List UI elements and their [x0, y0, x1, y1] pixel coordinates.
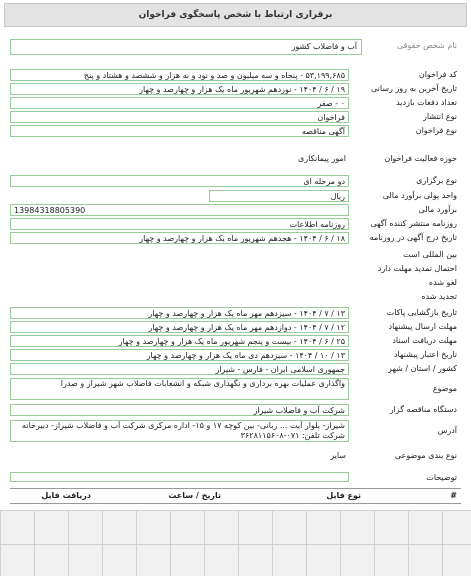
field-value: ۱۳ / ۱۰ / ۱۴۰۴ - سیزدهم دی ماه یک هزار و چهارصد و چهار [10, 349, 349, 361]
field-row [10, 321, 461, 333]
files-col-type: نوع فایل [326, 491, 361, 500]
field-row [10, 153, 461, 167]
field-row [10, 449, 461, 463]
field-value: ۲۵ / ۶ / ۱۴۰۴ - بیست و پنجم شهریور ماه یک هزار و چهارصد و چهار [10, 335, 349, 347]
person-type-label: نام شخص حقوقی [397, 41, 457, 50]
field-value [10, 472, 349, 482]
field-value: ۱۳ / ۷ / ۱۴۰۴ - سیزدهم مهر ماه یک هزار و چهارصد و چهار [10, 307, 349, 319]
field-row [10, 232, 461, 244]
field-value: شیراز- بلوار آیت ... ربانی- بین کوچه ۱۷ و ۱۵- اداره مرکزی شرکت آب و فاضلاب شیراز- دبیرخانه شرکت تلفن: ۰۷۱-۳۶۲۸۱۱۵۶۰۸ [10, 420, 349, 442]
field-label: نوع برگزاری [416, 176, 457, 185]
field-value: ریال [209, 190, 349, 202]
field-row [10, 291, 461, 303]
field-row [10, 263, 461, 275]
field-label: لغو شده [428, 278, 457, 287]
field-label: حوزه فعالیت فراخوان [384, 154, 457, 163]
field-label: برآورد مالی [418, 205, 457, 214]
files-col-download: دریافت فایل [41, 491, 91, 500]
field-value: ۱۸ / ۶ / ۱۴۰۴ - هجدهم شهریور ماه یک هزار و چهارصد و چهار [10, 232, 349, 244]
field-label: مهلت ارسال پیشنهاد [388, 322, 457, 331]
field-row [10, 83, 461, 95]
field-label: تاریخ بازگشایی پاکات [386, 308, 457, 317]
files-col-datetime: تاریخ / ساعت [168, 491, 221, 500]
field-row [10, 97, 461, 109]
field-value: شرکت آب و فاضلاب شیراز [10, 404, 349, 416]
field-value: روزنامه اطلاعات [10, 218, 349, 230]
field-row [10, 249, 461, 261]
field-label: دستگاه مناقصه گزار [389, 405, 457, 414]
field-label: تعداد دفعات بازدید [396, 98, 457, 107]
field-row [10, 307, 461, 319]
field-label: احتمال تمدید مهلت دارد [377, 264, 457, 273]
person-type-value: آب و فاضلاب کشور [10, 39, 362, 55]
field-label: آدرس [437, 426, 457, 435]
field-row [10, 218, 461, 230]
field-value: جمهوری اسلامی ایران - فارس - شیراز [10, 363, 349, 375]
field-label: تاریخ اعتبار پیشنهاد [393, 350, 457, 359]
field-label: واحد پولی برآورد مالی [382, 191, 457, 200]
field-value: فراخوان [10, 111, 349, 123]
page-title: برقراری ارتباط با شخص پاسخگوی فراخوان [4, 3, 467, 27]
field-label: روزنامه منتشر کننده آگهی [370, 219, 457, 228]
field-value: 13984318805390 [10, 204, 349, 216]
field-row [10, 472, 461, 484]
field-value: واگذاری عملیات بهره برداری و نگهداری شبکه و انشعابات فاضلاب شهر شیراز و صدرا [10, 378, 349, 400]
field-label: تاریخ درج آگهی در روزنامه [369, 233, 457, 242]
field-row [10, 175, 461, 187]
field-row [10, 204, 461, 216]
field-row [10, 335, 461, 347]
files-table-header [10, 488, 461, 504]
field-label: بین المللی است [403, 250, 457, 259]
field-label: نوع انتشار [423, 112, 457, 121]
field-value: ۵۳,۱۹۹,۶۸۵ - پنجاه و سه میلیون و صد و نود و نه هزار و ششصد و هشتاد و پنج [10, 69, 349, 81]
field-row [10, 349, 461, 361]
field-row [10, 378, 461, 400]
field-label: توضیحات [426, 473, 457, 482]
field-row [10, 363, 461, 375]
field-row [10, 420, 461, 442]
field-label: نوع فراخوان [415, 126, 457, 135]
field-label: کد فراخوان [418, 70, 457, 79]
files-col-index: # [450, 491, 457, 500]
field-value: امور پیمانکاری [298, 154, 346, 163]
field-value: ۱۲ / ۷ / ۱۴۰۴ - دوازدهم مهر ماه یک هزار و چهارصد و چهار [10, 321, 349, 333]
field-label: مهلت دریافت اسناد [392, 336, 457, 345]
field-label: موضوع [432, 384, 457, 393]
field-row [10, 125, 461, 137]
field-label: تاریخ آخرین به روز رسانی [371, 84, 457, 93]
field-row [10, 190, 461, 202]
person-type-row [10, 39, 461, 55]
field-label: کشور / استان / شهر [388, 364, 457, 373]
field-value: آگهی مناقصه [10, 125, 349, 137]
field-label: نوع بندی موضوعی [394, 451, 457, 460]
background-grid [0, 510, 471, 576]
field-row [10, 69, 461, 81]
field-row [10, 404, 461, 416]
field-value: سایر [330, 451, 346, 460]
field-row [10, 277, 461, 289]
field-row [10, 111, 461, 123]
field-value: ۰ - صفر [10, 97, 349, 109]
field-value: دو مرحله ای [10, 175, 349, 187]
field-label: تجدید شده [421, 292, 457, 301]
field-value: ۱۹ / ۶ / ۱۴۰۴ - نوزدهم شهریور ماه یک هزار و چهارصد و چهار [10, 83, 349, 95]
